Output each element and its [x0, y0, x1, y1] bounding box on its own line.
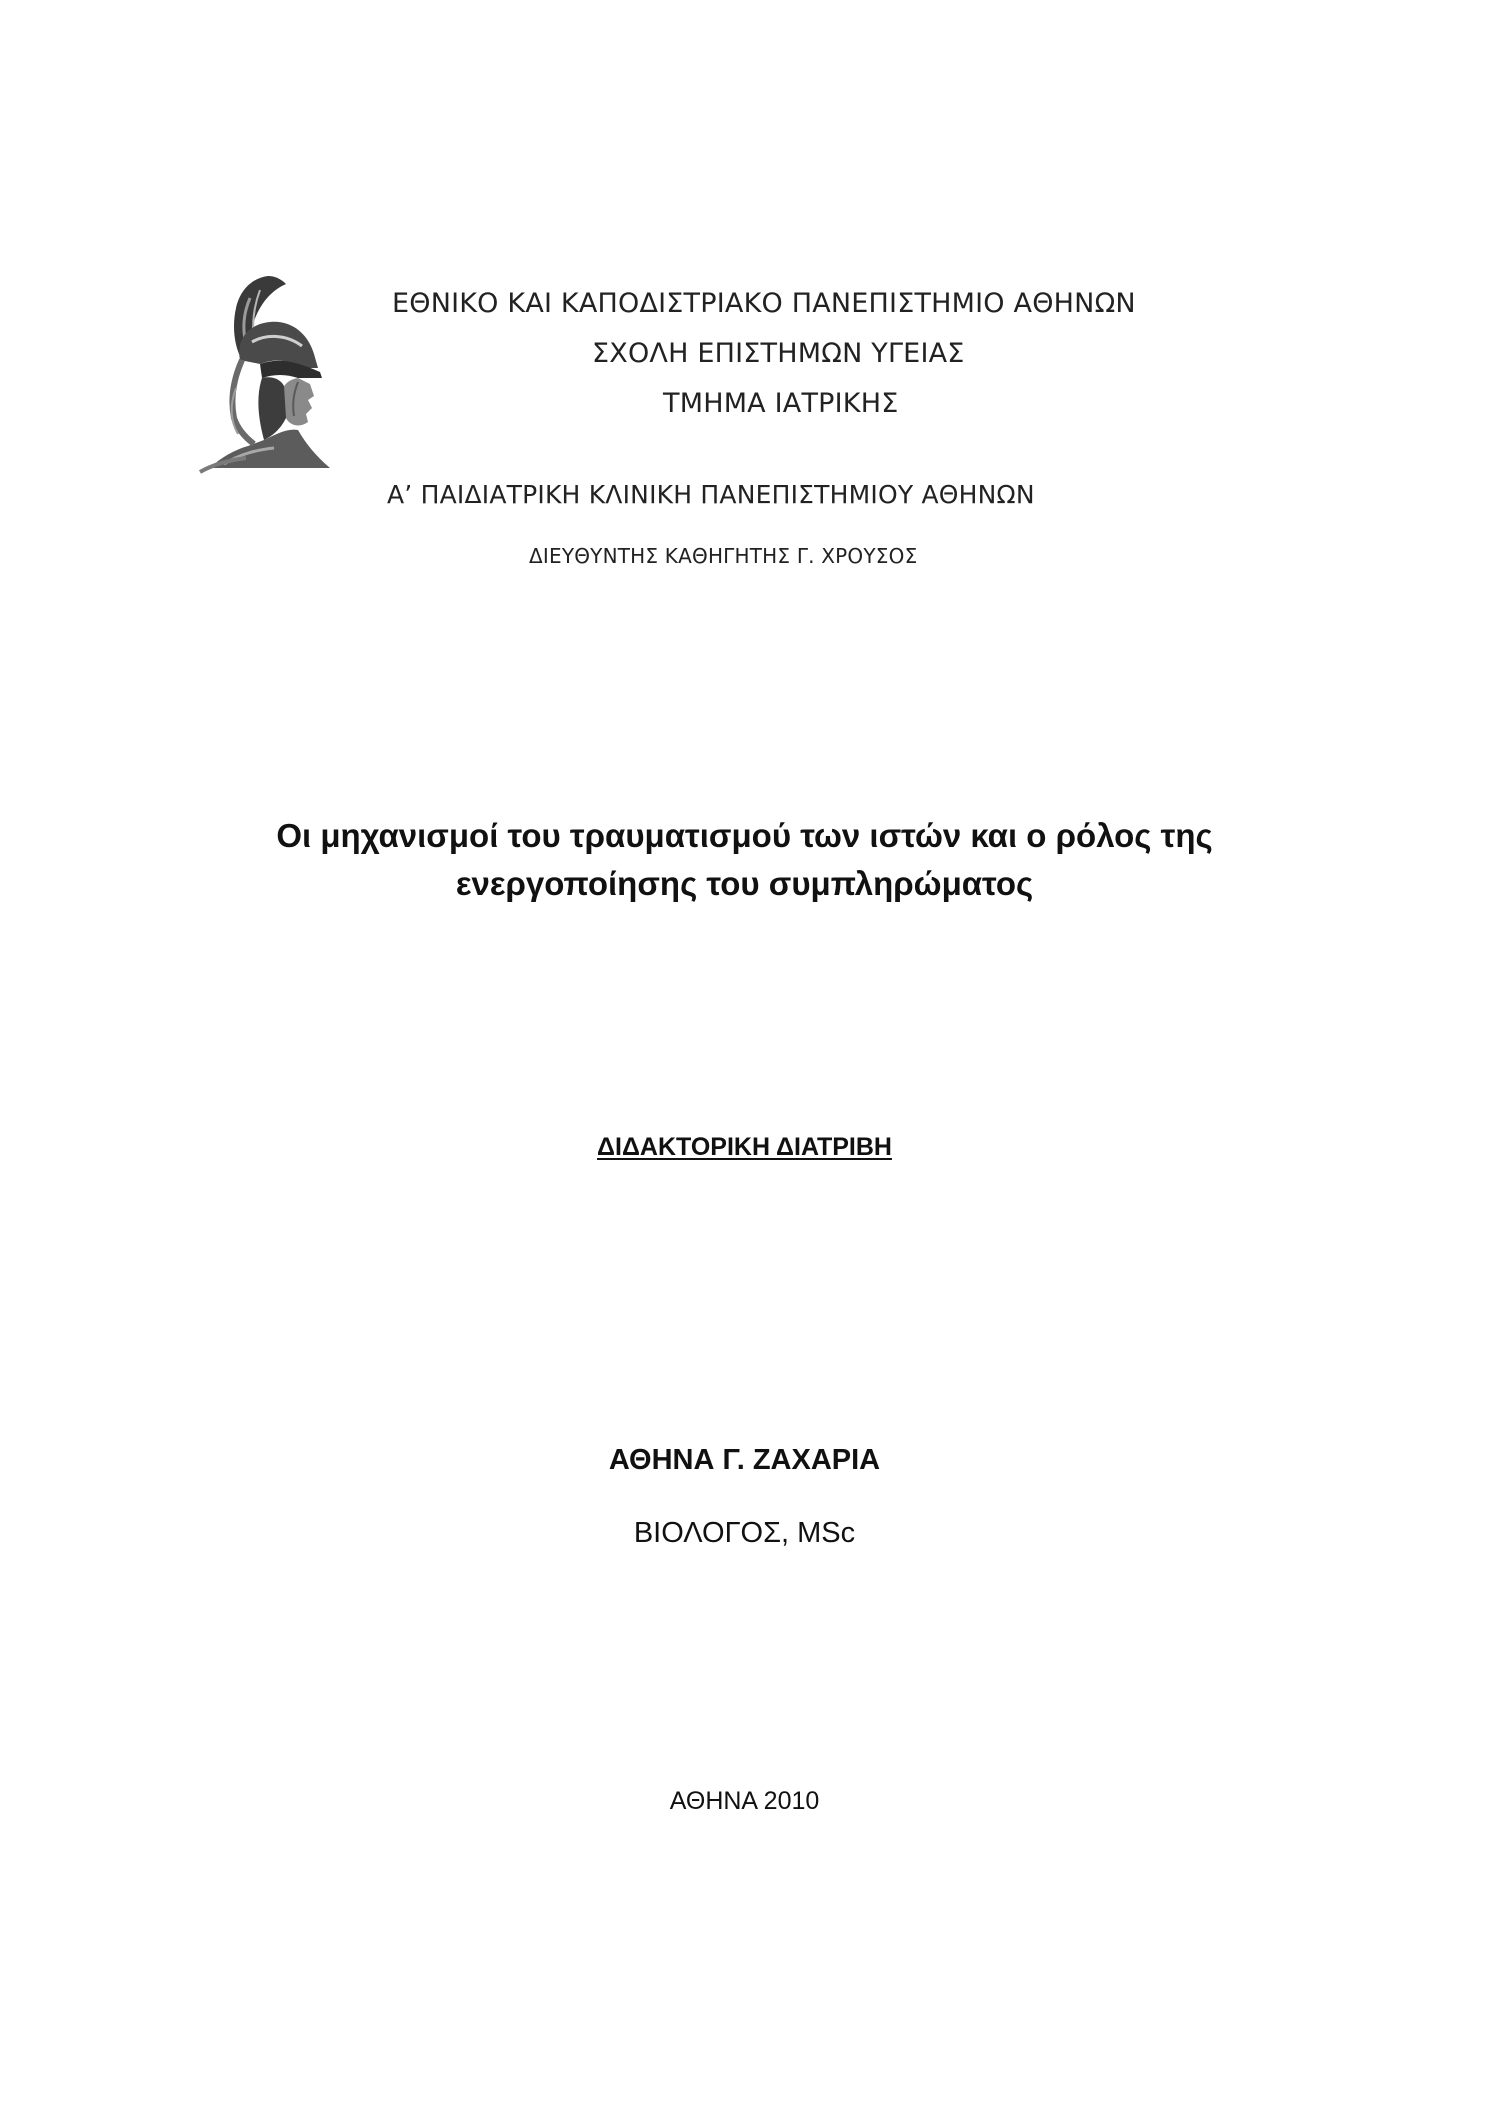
thesis-title-line-1: Οι μηχανισμοί του τραυματισμού των ιστών και ο ρόλος της	[276, 817, 1213, 854]
document-type: ΔΙΔΑΚΤΟΡΙΚΗ ΔΙΑΤΡΙΒΗ	[597, 1133, 892, 1161]
thesis-title	[100, 812, 1389, 908]
department-name: ΤΜΗΜΑ ΙΑΤΡΙΚΗΣ	[663, 388, 899, 419]
athena-helmet-profile-icon	[190, 268, 340, 478]
school-name: ΣΧΟΛΗ ΕΠΙΣΤΗΜΩΝ ΥΓΕΙΑΣ	[592, 338, 965, 369]
author-name: ΑΘΗΝΑ Γ. ΖΑΧΑΡΙΑ	[608, 1444, 881, 1476]
place-and-year: ΑΘΗΝΑ 2010	[669, 1787, 820, 1815]
clinic-director: ΔΙΕΥΘΥΝΤΗΣ ΚΑΘΗΓΗΤΗΣ Γ. ΧΡΟΥΣΟΣ	[529, 544, 918, 568]
thesis-title-line-2: ενεργοποίησης του συμπληρώματος	[455, 865, 1034, 902]
clinic-name: Α’ ΠΑΙΔΙΑΤΡΙΚΗ ΚΛΙΝΙΚΗ ΠΑΝΕΠΙΣΤΗΜΙΟΥ ΑΘΗΝΩΝ	[387, 480, 1035, 509]
university-name: ΕΘΝΙΚΟ ΚΑΙ ΚΑΠΟΔΙΣΤΡΙΑΚΟ ΠΑΝΕΠΙΣΤΗΜΙΟ ΑΘΗΝΩΝ	[392, 288, 1136, 319]
author-degree: ΒΙΟΛΟΓΟΣ, MSc	[633, 1517, 856, 1549]
